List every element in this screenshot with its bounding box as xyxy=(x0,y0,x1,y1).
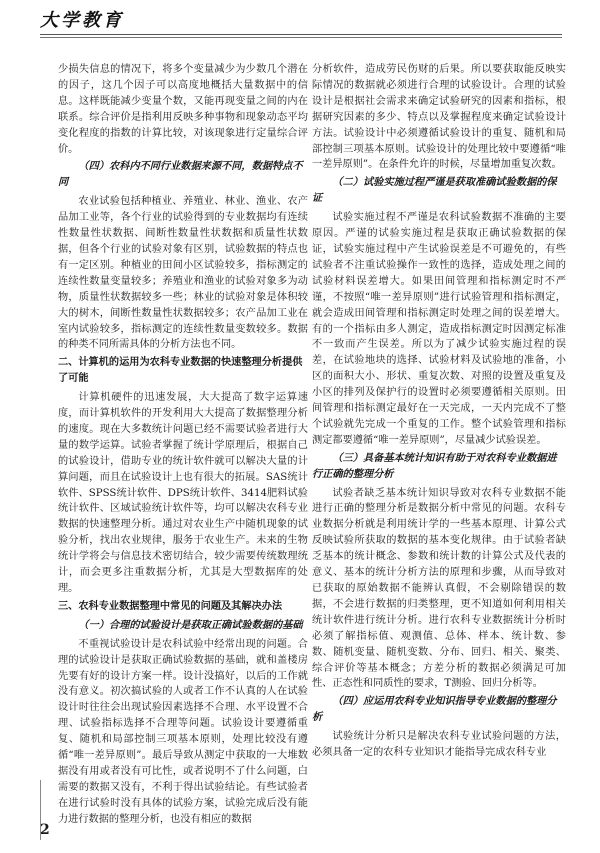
journal-logo: 大学教育 xyxy=(40,10,124,31)
subsection-heading: （四）农科内不同行业数据来源不同，数据特点不同 xyxy=(58,160,303,189)
paragraph: 少损失信息的情况下，将多个变量减少为少数几个潜在的因子，这几个因子可以高度地概括大量数据中的信息。这样既能减少变量个数，又能再现变量之间的内在联系。综合评价是指利用反映多种事物和现象动态平均变化程度的指数的计算比较，对该现象进行定量综合评价。 xyxy=(58,64,308,155)
header-rule xyxy=(40,34,562,35)
right-column xyxy=(312,62,566,842)
paragraph: 试验实施过程不严谨是农科试验数据不准确的主要原因。严谨的试验实施过程是获取正确试验数据的保证，试验实施过程中产生试验误差是不可避免的，有些试验者不注重试验操作一致性的选择，造成处理之间的试验材料误差增大。如果田间管理和指标测定时不严谨，不按照“唯一差异原则”进行试验管理和指标测定，就会造成田间管理和指标测定时处理之间的误差增大。有的一个指标由多人测定，造成指标测定时因测定标准不一致而产生误差。所以为了减少试验实施过程的误差，在试验地块的选择、试验材料及试验地的准备，小区的面积大小、形状、重复次数、对照的设置及重复及小区的排列及保护行的设置时必须要遵循相关原则。田间管理和指标测定最好在一天完成，一天内完成不了整个试验就先完成一个重复的工作。整个试验管理和指标测定都要遵循“唯一差异原则”，尽量减少试验误差。 xyxy=(312,212,566,446)
header-rule-thin xyxy=(40,37,562,38)
paragraph: 试验者缺乏基本统计知识导致对农科专业数据不能进行正确的整理分析是数据分析中常见的问题。农科专业数据分析就是利用统计学的一些基本原理、计算公式反映试验所获取的数据的基本变化规律。由于试验者缺乏基本的统计概念、参数和统计数的计算公式及代表的意义、基本的统计分析方法的原理和步骤，从而导致对已获取的原始数据不能辨认真假，不会剔除错误的数据，不会进行数据的归类整理，更不知道如何利用相关统计软件进行统计分析。进行农科专业数据统计分析时必须了解指标值、观测值、总体、样本、统计数、参数、随机变量、随机变数、分布、回归、相关、聚类、综合评价等基本概念；方差分析的数据必须满足可加性、正态性和同质性的要求，T测验、回归分析等。 xyxy=(312,487,566,690)
subsection-heading: （四）应运用农科专业知识指导专业数据的整理分析 xyxy=(312,695,557,724)
paragraph: 计算机硬件的迅速发展，大大提高了数字运算速度，而计算机软件的开发利用大大提高了数据整理分析的速度。现在大多数统计问题已经不需要试验者进行大量的数学运算。试验者掌握了统计学原理后，根据自己的试验设计，借助专业的统计软件就可以解决大量的计算问题，而且在试验设计上也有很大的拓展。SAS统计软件、SPSS统计软件、DPS统计软件、3414肥料试验统计软件、区域试验统计软件等，均可以解决农科专业数据的快速整理分析。通过对农业生产中随机现象的试验分析，找出农业规律，服务于农业生产。未来的生物统计学将会与信息技术密切结合，较少需要传统数理统计，而会更多注重数据分析，尤其是大型数据库的处理。 xyxy=(58,392,308,594)
page-header xyxy=(0,0,600,46)
subsection-heading: （三）具备基本统计知识有助于对农科专业数据进行正确的整理分析 xyxy=(312,451,557,480)
paragraph: 试验统计分析只是解决农科专业试验问题的方法，必须具备一定的农科专业知识才能指导完成农科专业 xyxy=(312,731,566,759)
page-number: 2 xyxy=(40,822,50,838)
paragraph: 农业试验包括种植业、养殖业、林业、渔业、农产品加工业等，各个行业的试验得到的专业数据均有连续性数量性状数据、间断性数量性状数据和质量性状数据，但各个行业的试验对象有区别，试验数据的特点也有一定区别。种植业的田间小区试验较多，指标测定的连续性数量变量较多；养殖业和渔业的试验对象多为动物，质量性状数据较多一些；林业的试验对象是体积较大的树木，间断性数量性状数据较多；农产品加工业在室内试验较多，指标测定的连续性数量变数较多。数据的种类不同所需具体的分析方法也不同。 xyxy=(58,196,308,351)
subsection-heading: （一）合理的试验设计是获取正确试验数据的基础 xyxy=(78,618,303,631)
section-heading: 三、农科专业数据整理中常见的问题及其解决办法 xyxy=(58,599,283,612)
subsection-heading: （二）试验实施过程严谨是获取准确试验数据的保证 xyxy=(312,176,557,205)
left-column xyxy=(58,62,308,842)
section-heading: 二、计算机的运用为农科专业数据的快速整理分析提供了可能 xyxy=(58,356,303,385)
paragraph: 不重视试验设计是农科试验中经常出现的问题。合理的试验设计是获取正确试验数据的基础，就和盖楼房先要有好的设计方案一样。设计没搞好，以后的工作就没有意义。初次搞试验的人或者工作不认真的人在试验设计时往往会出现试验因素选择不合理、水平设置不合理、试验指标选择不合理等问题。试验设计要遵循重复、随机和局部控制三项基本原则，处理比较没有遵循“唯一差异原则”。最后导致从测定中获取的一大堆数据没有用或者没有可比性，或者说明不了什么问题，白需要的数据又没有，不利于得出试验结论。有些试验者在进行试验时没有具体的试验方案，试验完成后没有能力进行数据的整理分析，也没有相应的数据 xyxy=(58,638,308,825)
paragraph: 分析软件，造成劳民伤财的后果。所以要获取能反映实际情况的数据就必须进行合理的试验设计。合理的试验设计是根据社会需求来确定试验研究的因素和指标，根据研究因素的多少、特点以及掌握程度来确定试验设计方法。试验设计中必须遵循试验设计的重复、随机和局部控制三项基本原则。试验设计的处理比较中要遵循“唯一差异原则”。在条件允许的时候，尽量增加重复次数。 xyxy=(312,64,566,171)
